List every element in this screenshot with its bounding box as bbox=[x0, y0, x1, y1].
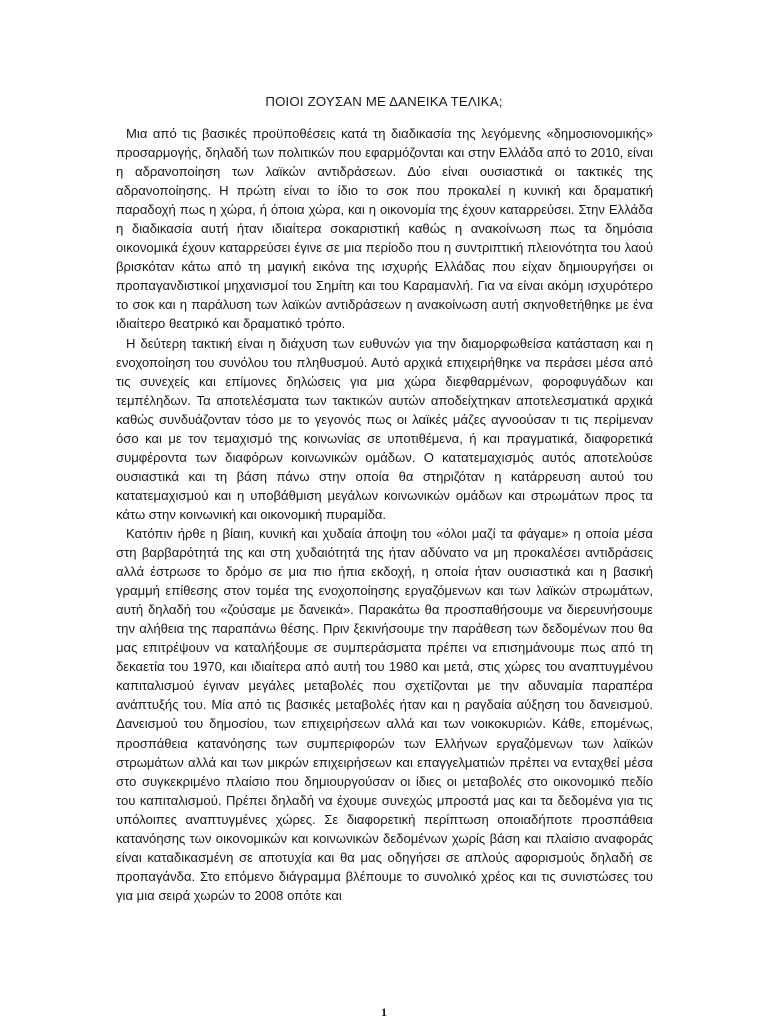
paragraph-3: Κατόπιν ήρθε η βίαιη, κυνική και χυδαία άποψη του «όλοι μαζί τα φάγαμε» η οποία μέσα στη βαρβαρότητά της και στη χυδαιότητά της ήταν αδύνατο να μη προκαλέσει αντιδράσεις αλλά έστρωσε το δρόμο σε μια πιο ήπια εκδοχή, η οποία ήταν ουσιαστικά και η βασική γραμμή επίθεσης στον τομέα της ενοχοποίησης εργαζόμενων και των λαϊκών στρωμάτων, αυτή δηλαδή του «ζούσαμε με δανεικά». Παρακάτω θα προσπαθήσουμε να διερευνήσουμε την αλήθεια της παραπάνω θέσης. Πριν ξεκινήσουμε την παράθεση των δεδομένων που θα μας επιτρέψουν να καταλήξουμε σε συμπεράσματα πρέπει να επισημάνουμε πως από τη δεκαετία του 1970, και ιδιαίτερα από αυτή του 1980 και μετά, στις χώρες του αναπτυγμένου καπιταλισμού έγιναν μεγάλες μεταβολές που σχετίζονται με την αδυναμία παραπέρα ανάπτυξής του. Μία από τις βασικές μεταβολές ήταν και η ραγδαία αύξηση του δανεισμού. Δανεισμού του δημοσίου, των επιχειρήσεων αλλά και των νοικοκυριών. Κάθε, επομένως, προσπάθεια κατανόησης των συμπεριφορών των Ελλήνων εργαζόμενων των λαϊκών στρωμάτων αλλά και των μικρών επιχειρήσεων και επαγγελματιών πρέπει να ενταχθεί μέσα στο συγκεκριμένο πλαίσιο που δημιουργούσαν οι ίδιες οι μεταβολές στο οικονομικό πεδίο του καπιταλισμού. Πρέπει δηλαδή να έχουμε συνεχώς μπροστά μας και τα δεδομένα για τις υπόλοιπες αναπτυγμένες χώρες. Σε διαφορετική περίπτωση οποιαδήποτε προσπάθεια κατανόησης των οικονομικών και κοινωνικών δεδομένων χωρίς βάση και πλαίσιο αναφοράς είναι καταδικασμένη σε αποτυχία και θα μας οδηγήσει σε απλούς αφορισμούς δηλαδή σε προπαγάνδα. Στο επόμενο διάγραμμα βλέπουμε το συνολικό χρέος και τις συνιστώσες του για μια σειρά χωρών το 2008 οπότε και bbox=[116, 525, 653, 903]
page-number: 1 bbox=[381, 1005, 387, 1019]
paragraph-1: Μια από τις βασικές προϋποθέσεις κατά τη διαδικασία της λεγόμενης «δημοσιονομικής» προσαρμογής, δηλαδή των πολιτικών που εφαρμόζονται και στην Ελλάδα από το 2010, είναι η αδρανοποίηση των λαϊκών αντιδράσεων. Δύο είναι ουσιαστικά οι τακτικές της αδρανοποίησης. Η πρώτη είναι το ίδιο το σοκ που προκαλεί η κυνική και δραματική παραδοχή πως η χώρα, ή όποια χώρα, και η οικονομία της έχουν καταρρεύσει. Στην Ελλάδα η διαδικασία αυτή ήταν ιδιαίτερα σοκαριστική καθώς η ανακοίνωση πως τα δημόσια οικονομικά έχουν καταρρεύσει έγινε σε μια περίοδο που η συντριπτική πλειονότητα του λαού βρισκόταν κάτω από τη μαγική εικόνα της ισχυρής Ελλάδας που είχαν δημιουργήσει οι προπαγανδιστικοί μηχανισμοί του Σημίτη και του Καραμανλή. Για να είναι ακόμη ισχυρότερο το σοκ και η παράλυση των λαϊκών αντιδράσεων η ανακοίνωση αυτή σκηνοθετήθηκε με ένα ιδιαίτερο θεατρικό και δραματικό τρόπο. bbox=[116, 126, 653, 332]
document-body bbox=[116, 124, 653, 905]
paragraph-2: Η δεύτερη τακτική είναι η διάχυση των ευθυνών για την διαμορφωθείσα κατάσταση και η ενοχοποίηση του συνόλου του πληθυσμού. Αυτό αρχικά επιχειρήθηκε να περάσει μέσα από τις συνεχείς και επίμονες δηλώσεις για μια χώρα διεφθαρμένων, φοροφυγάδων και τεμπέληδων. Τα αποτελέσματα των τακτικών αυτών αποδείχτηκαν αποτελεσματικά αρχικά καθώς συνδυάζονταν τόσο με το γεγονός πως οι λαϊκές μάζες αγνοούσαν τι τις περίμεναν όσο και με τον τεμαχισμό της κοινωνίας σε υποτιθέμενα, ή και πραγματικά, διαφορετικά συμφέροντα των διαφόρων κοινωνικών ομάδων. Ο κατατεμαχισμός αυτός αποτελούσε ουσιαστικά και τη βάση πάνω στην οποία θα στηριζόταν η κατάρρευση αυτού του κατατεμαχισμού και η υποβάθμιση μεγάλων κοινωνικών ομάδων και στρωμάτων προς τα κάτω στην κοινωνική και οικονομική πυραμίδα. bbox=[116, 335, 653, 522]
document-title: ΠΟΙΟΙ ΖΟΥΣΑΝ ΜΕ ΔΑΝΕΙΚΑ ΤΕΛΙΚΑ; bbox=[265, 94, 503, 109]
